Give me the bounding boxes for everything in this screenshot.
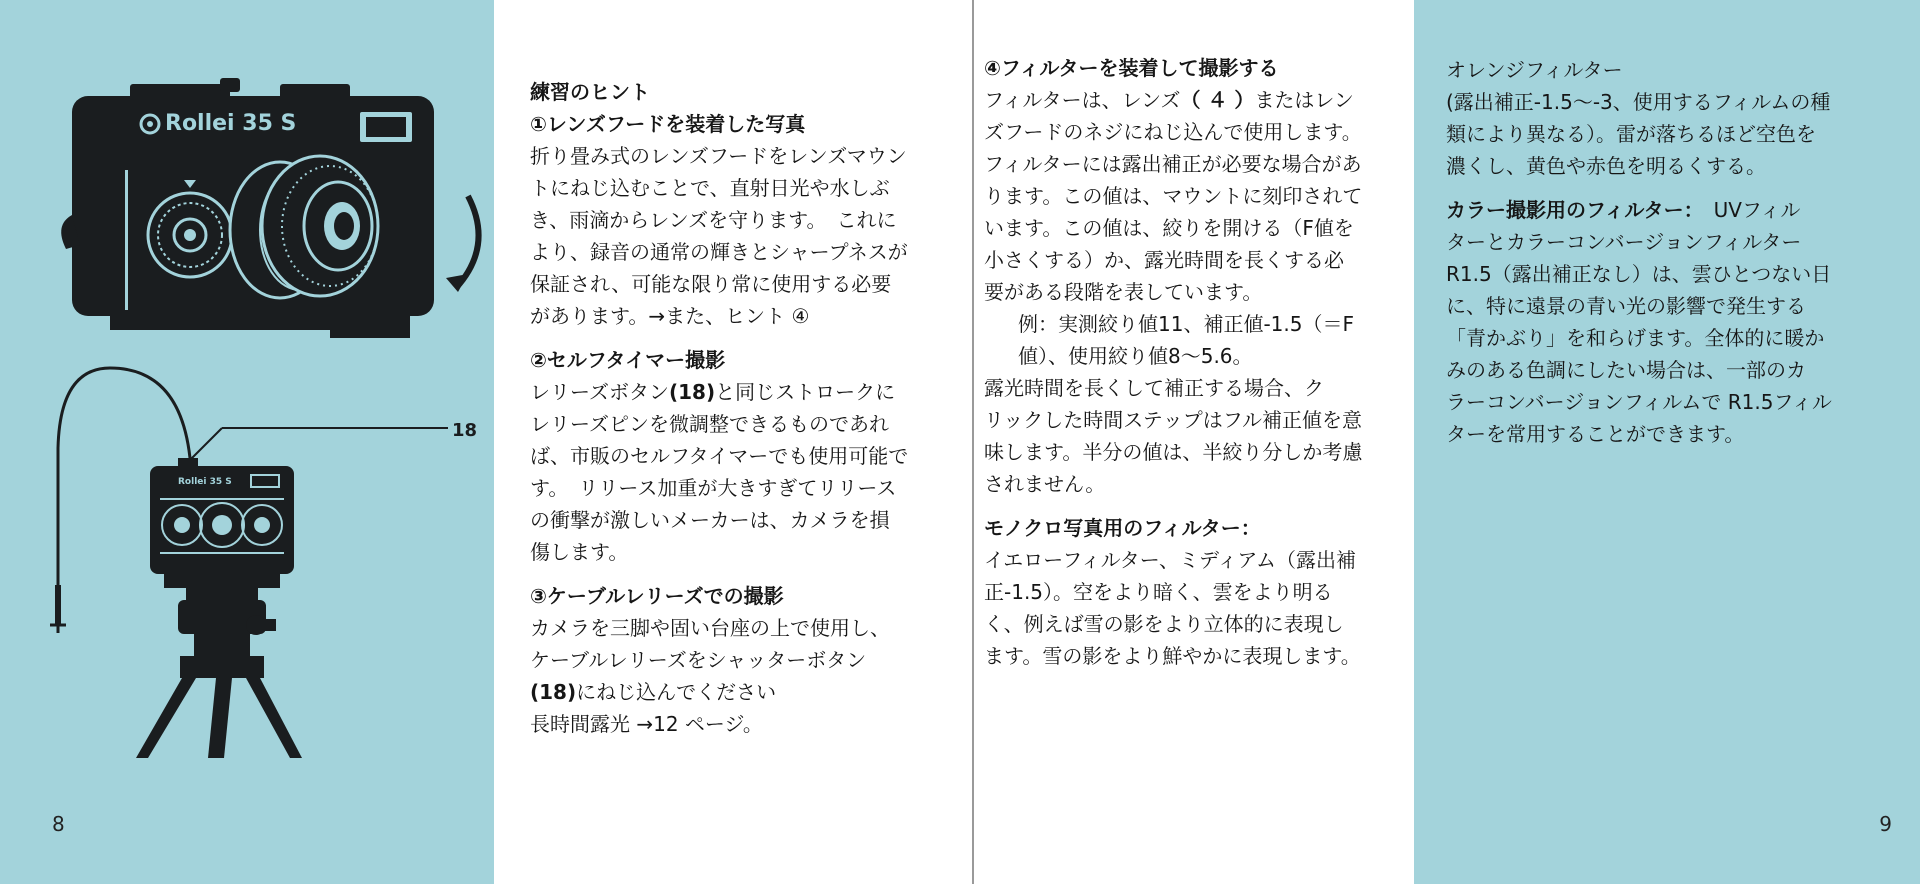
right-column: [972, 0, 1414, 884]
color-filter-block: [1446, 194, 1896, 450]
small-camera-label: Rollei 35 S: [178, 477, 232, 487]
tip-self-timer: [530, 344, 962, 568]
text-line: す。 リリース加重が大きすぎてリリース: [530, 476, 897, 500]
text-line: ズフードのネジにねじ込んで使用します。: [984, 120, 1362, 144]
practice-tips: [530, 76, 962, 752]
text-line: より、録音の通常の輝きとシャープネスが: [530, 240, 908, 264]
text-line: 傷します。: [530, 540, 629, 564]
text-line: ケーブルレリーズをシャッターボタン: [530, 648, 867, 672]
text-line: います。この値は、絞りを開ける（F値を: [984, 216, 1354, 240]
text-fragment: と同じストロークに: [715, 380, 896, 404]
filter-paragraph: [984, 84, 1400, 500]
right-page: [1414, 0, 1920, 884]
text-line: [984, 84, 1400, 116]
camera-brand-label: Rollei 35 S: [165, 111, 297, 136]
orange-filter-block: [1446, 54, 1896, 182]
text-fragment: にねじ込んでください: [576, 680, 777, 704]
text-line: イエローフィルター、ミディアム（露出補: [984, 548, 1356, 572]
text-line: ラーコンバージョンフィルムで R1.5フィル: [1446, 390, 1832, 414]
text-line: リックした時間ステップはフル補正値を意: [984, 408, 1362, 432]
text-line: レリーズピンを微調整できるものであれ: [530, 412, 889, 436]
text-fragment: UVフィル: [1693, 198, 1801, 222]
text-line: 味します。半分の値は、半絞り分しか考慮: [984, 440, 1363, 464]
text-line: 長時間露光 →12 ページ。: [530, 712, 763, 736]
text-line: 保証され、可能な限り常に使用する必要: [530, 272, 892, 296]
example-line: 値）、使用絞り値8〜5.6。: [1018, 344, 1253, 368]
text-line: 類により異なる）。雷が落ちるほど空色を: [1446, 122, 1816, 146]
orange-filter-title: オレンジフィルター: [1446, 58, 1623, 82]
text-line: みのある色調にしたい場合は、一部のカ: [1446, 358, 1806, 382]
text-line: ターとカラーコンバージョンフィルター: [1446, 230, 1802, 254]
shutter-button-ref: (18): [530, 680, 577, 704]
text-line: があります。→また、ヒント ④: [530, 304, 810, 328]
text-line: ます。雪の影をより鮮やかに表現します。: [984, 644, 1361, 668]
text-line: トにねじ込むことで、直射日光や水しぶ: [530, 176, 890, 200]
text-line: R1.5（露出補正なし）は、雲ひとつない日: [1446, 262, 1832, 286]
example-line: 例：実測絞り値11、補正値-1.5（＝F: [1018, 312, 1354, 336]
text-fragment: またはレン: [1254, 88, 1354, 112]
page-number-right: 9: [1879, 812, 1892, 836]
practice-tips-title: 練習のヒント: [530, 80, 650, 104]
mono-filter-heading: モノクロ写真用のフィルター：: [984, 516, 1261, 540]
text-line: [530, 376, 962, 408]
tip-lens-hood: [530, 108, 962, 332]
text-line: フィルターには露出補正が必要な場合があ: [984, 152, 1362, 176]
text-line: 折り畳み式のレンズフードをレンズマウン: [530, 144, 907, 168]
text-line: カメラを三脚や固い台座の上で使用し、: [530, 616, 890, 640]
tip-lens-hood-heading: ①レンズフードを装着した写真: [530, 112, 806, 136]
text-line: 小さくする）か、露光時間を長くする必: [984, 248, 1344, 272]
text-line: の衝撃が激しいメーカーは、カメラを損: [530, 508, 890, 532]
text-line: ターを常用することができます。: [1446, 422, 1745, 446]
filter-heading: ④フィルターを装着して撮影する: [984, 56, 1279, 80]
camera-illustration: [0, 0, 494, 884]
text-line: 濃くし、黄色や赤色を明るくする。: [1446, 154, 1766, 178]
text-line: (露出補正-1.5〜-3、使用するフィルムの種: [1446, 90, 1831, 114]
text-line: き、雨滴からレンズを守ります。 これに: [530, 208, 897, 232]
text-fragment: レリーズボタン: [530, 380, 669, 404]
tip-self-timer-heading: ②セルフタイマー撮影: [530, 348, 726, 372]
text-line: に、特に遠景の青い光の影響で発生する: [1446, 294, 1806, 318]
release-button-ref: (18): [669, 380, 716, 404]
lens-ref: （ ４ ）: [1180, 88, 1255, 112]
text-line: く、例えば雪の影をより立体的に表現し: [984, 612, 1344, 636]
middle-column: [494, 0, 972, 884]
text-line: [1446, 194, 1896, 226]
text-line: 露光時間を長くして補正する場合、ク: [984, 376, 1324, 400]
text-line: 「青かぶり」を和らげます。全体的に暖か: [1446, 326, 1825, 350]
mono-filter-block: [984, 512, 1400, 672]
text-line: ば、市販のセルフタイマーでも使用可能で: [530, 444, 909, 468]
text-line: [530, 676, 962, 708]
text-line: されません。: [984, 472, 1106, 496]
text-line: ります。この値は、マウントに刻印されて: [984, 184, 1363, 208]
filter-continued: [1446, 54, 1896, 462]
callout-18-label: 18: [452, 420, 478, 441]
text-line: 正-1.5）。空をより暗く、雲をより明る: [984, 580, 1333, 604]
filter-section: [984, 52, 1400, 684]
page-number-left: 8: [52, 812, 65, 836]
text-fragment: フィルターは、レンズ: [984, 88, 1181, 112]
tip-cable-release-heading: ③ケーブルレリーズでの撮影: [530, 584, 784, 608]
text-line: 要がある段階を表しています。: [984, 280, 1263, 304]
left-page: [0, 0, 494, 884]
color-filter-heading: カラー撮影用のフィルター：: [1446, 198, 1694, 222]
tip-cable-release: [530, 580, 962, 740]
